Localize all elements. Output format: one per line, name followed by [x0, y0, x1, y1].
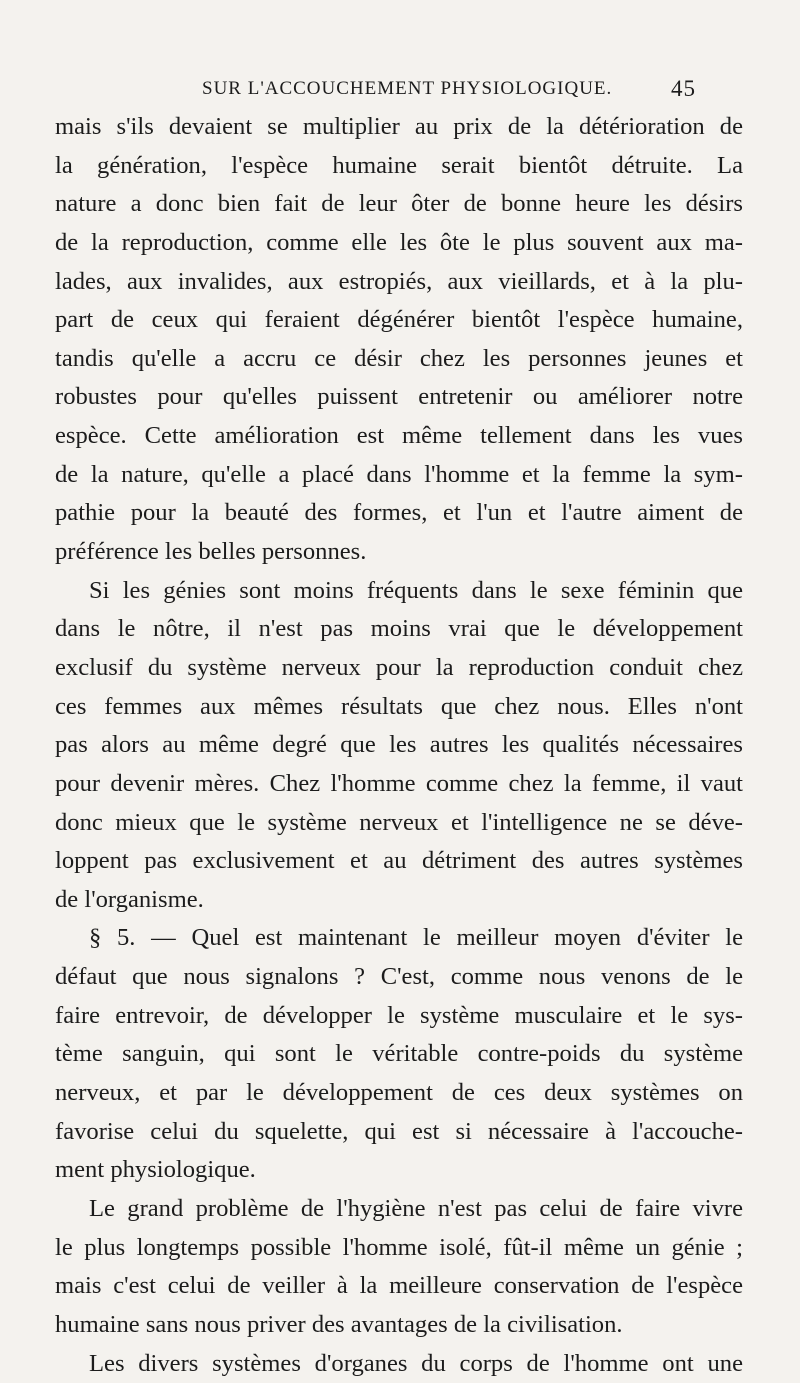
text-line: mais s'ils devaient se multiplier au prix de la détérioration de: [55, 108, 743, 147]
text-line: tème sanguin, qui sont le véritable contre-poids du système: [55, 1035, 743, 1074]
text-line: pour devenir mères. Chez l'homme comme chez la femme, il vaut: [55, 765, 743, 804]
text-line: faire entrevoir, de développer le système musculaire et le sys-: [55, 997, 743, 1036]
text-line: favorise celui du squelette, qui est si nécessaire à l'accouche-: [55, 1113, 743, 1152]
text-line: préférence les belles personnes.: [55, 533, 743, 572]
text-line: tandis qu'elle a accru ce désir chez les personnes jeunes et: [55, 340, 743, 379]
text-line: de l'organisme.: [55, 881, 743, 920]
page-number: 45: [671, 76, 696, 102]
text-line: humaine sans nous priver des avantages de la civilisation.: [55, 1306, 743, 1345]
text-line: nerveux, et par le développement de ces deux systèmes on: [55, 1074, 743, 1113]
text-line: mais c'est celui de veiller à la meilleure conservation de l'espèce: [55, 1267, 743, 1306]
text-line: lades, aux invalides, aux estropiés, aux vieillards, et à la plu-: [55, 263, 743, 302]
text-line: pathie pour la beauté des formes, et l'un et l'autre aiment de: [55, 494, 743, 533]
text-line: part de ceux qui feraient dégénérer bientôt l'espèce humaine,: [55, 301, 743, 340]
text-line: pas alors au même degré que les autres les qualités nécessaires: [55, 726, 743, 765]
text-line: Si les génies sont moins fréquents dans le sexe féminin que: [55, 572, 743, 611]
body-text: [55, 108, 743, 1383]
text-line: de la reproduction, comme elle les ôte le plus souvent aux ma-: [55, 224, 743, 263]
text-line: ment physiologique.: [55, 1151, 743, 1190]
text-line: donc mieux que le système nerveux et l'intelligence ne se déve-: [55, 804, 743, 843]
text-line: § 5. — Quel est maintenant le meilleur moyen d'éviter le: [55, 919, 743, 958]
text-line: Les divers systèmes d'organes du corps de l'homme ont une: [55, 1345, 743, 1383]
text-line: de la nature, qu'elle a placé dans l'homme et la femme la sym-: [55, 456, 743, 495]
text-line: Le grand problème de l'hygiène n'est pas celui de faire vivre: [55, 1190, 743, 1229]
text-line: loppent pas exclusivement et au détriment des autres systèmes: [55, 842, 743, 881]
text-line: robustes pour qu'elles puissent entretenir ou améliorer notre: [55, 378, 743, 417]
text-line: dans le nôtre, il n'est pas moins vrai que le développement: [55, 610, 743, 649]
text-line: la génération, l'espèce humaine serait bientôt détruite. La: [55, 147, 743, 186]
running-title: SUR L'ACCOUCHEMENT PHYSIOLOGIQUE.: [202, 78, 612, 100]
text-line: défaut que nous signalons ? C'est, comme nous venons de le: [55, 958, 743, 997]
running-head: [150, 78, 696, 108]
text-line: exclusif du système nerveux pour la reproduction conduit chez: [55, 649, 743, 688]
text-line: le plus longtemps possible l'homme isolé, fût-il même un génie ;: [55, 1229, 743, 1268]
text-line: ces femmes aux mêmes résultats que chez nous. Elles n'ont: [55, 688, 743, 727]
text-line: nature a donc bien fait de leur ôter de bonne heure les désirs: [55, 185, 743, 224]
text-line: espèce. Cette amélioration est même tellement dans les vues: [55, 417, 743, 456]
